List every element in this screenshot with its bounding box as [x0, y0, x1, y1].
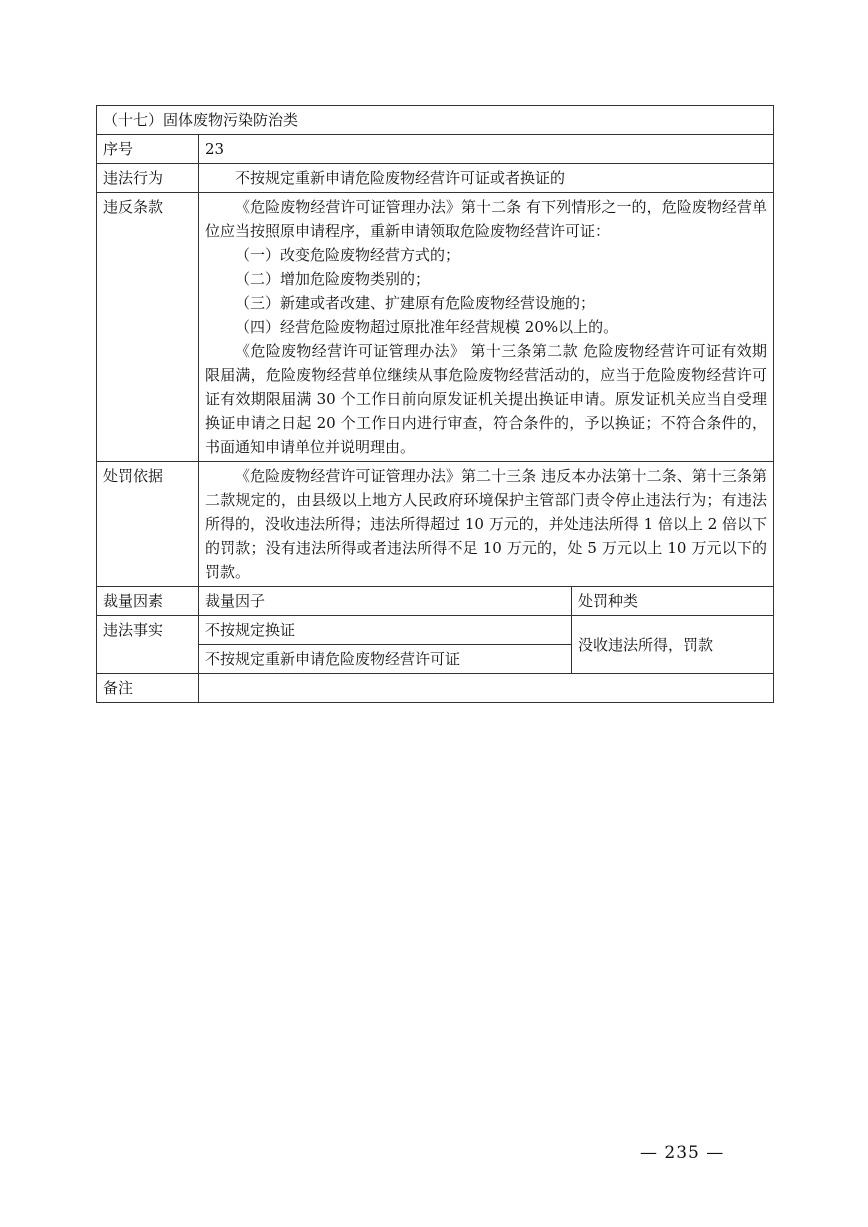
- discretion-label: 裁量因素: [97, 587, 199, 616]
- penalty-table: [96, 105, 774, 703]
- remarks-value: [199, 674, 774, 703]
- clauses-content: [199, 193, 774, 462]
- discretion-row: [97, 587, 774, 616]
- fact-factor: 不按规定重新申请危险废物经营许可证: [199, 645, 572, 674]
- serial-label: 序号: [97, 135, 199, 164]
- violation-label: 违法行为: [97, 164, 199, 193]
- factor-header: 裁量因子: [199, 587, 572, 616]
- penalty-type: 没收违法所得，罚款: [572, 616, 774, 674]
- serial-row: [97, 135, 774, 164]
- serial-value: 23: [199, 135, 774, 164]
- clause-item: （三）新建或者改建、扩建原有危险废物经营设施的；: [235, 294, 596, 312]
- facts-row: [97, 616, 774, 645]
- clauses-row: [97, 193, 774, 462]
- violation-value: 不按规定重新申请危险废物经营许可证或者换证的: [235, 169, 566, 187]
- facts-label: 违法事实: [97, 616, 199, 674]
- remarks-label: 备注: [97, 674, 199, 703]
- penalty-basis-value: 《危险废物经营许可证管理办法》第二十三条 违反本办法第十二条、第十三条第二款规定的，由县级以上地方人民政府环境保护主管部门责令停止违法行为；有违法所得的，没收违法所得；违法所得超过 10 万元的，并处违法所得 1 倍以上 2 倍以下的罚款；没有违法所得或者违法所得不足 10 万元的，处 5 万元以上 10 万元以下的罚款。: [205, 467, 768, 581]
- type-header: 处罚种类: [572, 587, 774, 616]
- clause-item: （四）经营危险废物超过原批准年经营规模 20%以上的。: [235, 318, 619, 336]
- section-title-row: [97, 106, 774, 135]
- page-number: — 235 —: [640, 1143, 725, 1163]
- clause-para-2: 《危险废物经营许可证管理办法》 第十三条第二款 危险废物经营许可证有效期限届满，危险废物经营单位继续从事危险废物经营活动的，应当于危险废物经营许可证有效期限届满 30 个工作日前向原发证机关提出换证申请。原发证机关应当自受理换证申请之日起 20 个工作日内进行审查，符合条件的，予以换证；不符合条件的，书面通知申请单位并说明理由。: [205, 342, 768, 456]
- fact-factor: 不按规定换证: [199, 616, 572, 645]
- penalty-basis-row: [97, 462, 774, 587]
- violation-row: [97, 164, 774, 193]
- clause-item: （二）增加危险废物类别的；: [235, 270, 431, 288]
- penalty-basis-label: 处罚依据: [97, 462, 199, 587]
- clauses-label: 违反条款: [97, 193, 199, 462]
- clause-item: （一）改变危险废物经营方式的；: [235, 246, 461, 264]
- clause-para-1: 《危险废物经营许可证管理办法》第十二条 有下列情形之一的，危险废物经营单位应当按照原申请程序，重新申请领取危险废物经营许可证：: [205, 198, 768, 240]
- section-title: （十七）固体废物污染防治类: [97, 106, 774, 135]
- remarks-row: [97, 674, 774, 703]
